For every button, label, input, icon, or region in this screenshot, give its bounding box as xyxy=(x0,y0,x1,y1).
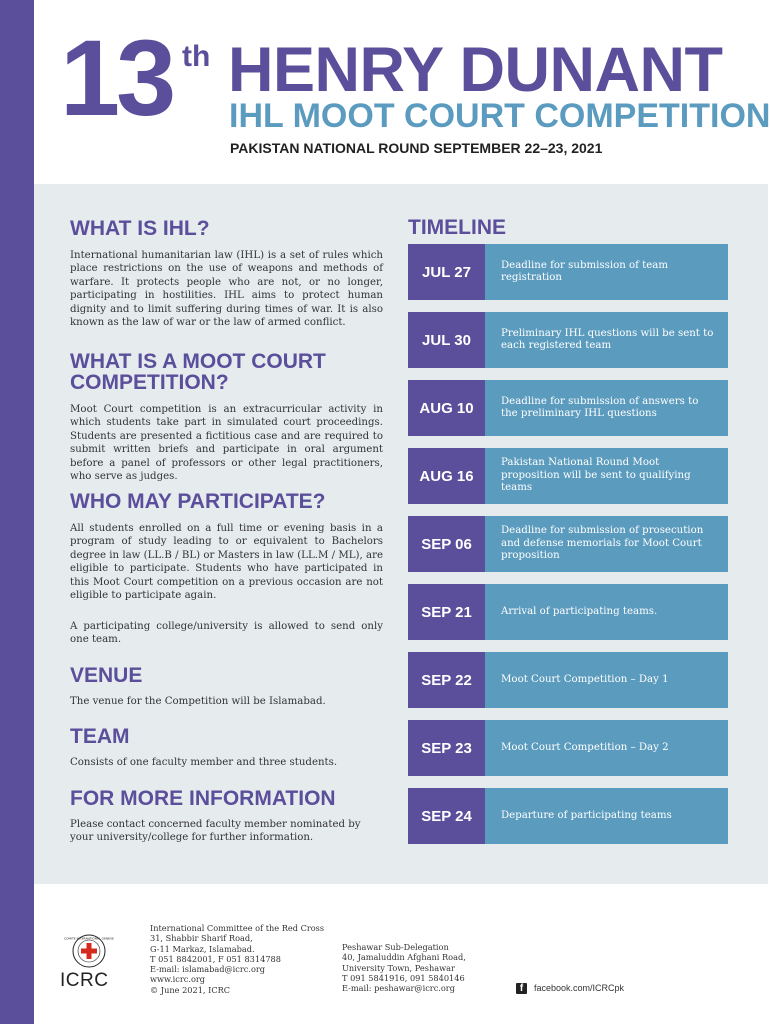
timeline-date: SEP 22 xyxy=(408,652,485,708)
timeline-item xyxy=(408,788,728,844)
section-body-ihl: International humanitarian law (IHL) is a set of rules which place restrictions on the use of weapons and methods of warfare. It protects people who are not, or no longer, participating in hostilities. IHL aims to protect human dignity and to limit suffering during times of war. It is also known as the law of war or the law of armed conflict. xyxy=(70,250,383,329)
timeline-description: Deadline for submission of prosecution and defense memorials for Moot Court proposition xyxy=(485,516,728,572)
section-heading-participate: WHO MAY PARTICIPATE? xyxy=(70,490,326,513)
section-body-info: Please contact concerned faculty member nominated by your university/college for further information. xyxy=(70,819,361,844)
section-heading-team: TEAM xyxy=(70,725,130,748)
timeline-item xyxy=(408,516,728,572)
timeline-date: JUL 30 xyxy=(408,312,485,368)
section-body-participate-note: A participating college/university is allowed to send only one team. xyxy=(70,621,383,646)
edition-number: 13 xyxy=(60,17,173,138)
section-heading-venue: VENUE xyxy=(70,664,143,687)
timeline-description: Moot Court Competition – Day 2 xyxy=(485,720,728,776)
timeline-description: Departure of participating teams xyxy=(485,788,728,844)
section-body-venue: The venue for the Competition will be Islamabad. xyxy=(70,696,326,707)
timeline-item xyxy=(408,244,728,300)
timeline-date: JUL 27 xyxy=(408,244,485,300)
timeline-description: Deadline for submission of team registration xyxy=(485,244,728,300)
section-heading-ihl: WHAT IS IHL? xyxy=(70,217,210,240)
timeline-item xyxy=(408,584,728,640)
timeline-description: Pakistan National Round Moot proposition will be sent to qualifying teams xyxy=(485,448,728,504)
icrc-logo-text: ICRC xyxy=(60,970,109,991)
section-heading-info: FOR MORE INFORMATION xyxy=(70,787,336,810)
timeline-date: SEP 21 xyxy=(408,584,485,640)
event-date-line: PAKISTAN NATIONAL ROUND SEPTEMBER 22–23, 2021 xyxy=(230,140,603,156)
peshawar-address: Peshawar Sub-Delegation 40, Jamaluddin Afghani Road, University Town, Peshawar T 091 5841916, 091 5840146 E-mail: peshawar@icrc.org xyxy=(342,942,466,994)
timeline-description: Preliminary IHL questions will be sent to each registered team xyxy=(485,312,728,368)
left-accent-bar xyxy=(0,0,34,1024)
timeline-date: SEP 06 xyxy=(408,516,485,572)
timeline-item xyxy=(408,448,728,504)
timeline-item xyxy=(408,380,728,436)
section-heading-moot-line2: COMPETITION? xyxy=(70,371,229,394)
hq-address: International Committee of the Red Cross 31, Shabbir Sharif Road, G-11 Markaz, Islamabad. T 051 8842001, F 051 8314788 E-mail: islamabad@icrc.org www.icrc.org © June 2021, ICRC xyxy=(150,923,325,995)
timeline-description: Moot Court Competition – Day 1 xyxy=(485,652,728,708)
section-heading-moot xyxy=(70,351,326,393)
timeline-date: AUG 10 xyxy=(408,380,485,436)
timeline-description: Arrival of participating teams. xyxy=(485,584,728,640)
svg-text:COMITE INTERNATIONAL GENEVE xyxy=(64,937,114,941)
emblem-text: COMITE INTERNATIONAL GENEVE xyxy=(64,936,114,941)
page-subtitle: IHL MOOT COURT COMPETITION xyxy=(229,97,770,135)
timeline-date: SEP 23 xyxy=(408,720,485,776)
section-body-moot: Moot Court competition is an extracurricular activity in which students take part in simulated court proceedings. Students are presented a fictitious case and are required to submit written briefs and participate in oral argument before a panel of professors or other legal practitioners, who serve as judges. xyxy=(70,404,383,483)
timeline-description: Deadline for submission of answers to the preliminary IHL questions xyxy=(485,380,728,436)
red-cross-emblem-icon xyxy=(64,934,114,968)
timeline-item xyxy=(408,312,728,368)
timeline-title: TIMELINE xyxy=(408,216,506,239)
timeline-date: AUG 16 xyxy=(408,448,485,504)
timeline-date: SEP 24 xyxy=(408,788,485,844)
section-heading-moot-line1: WHAT IS A MOOT COURT xyxy=(70,350,326,373)
page-title: HENRY DUNANT xyxy=(228,35,723,105)
facebook-link[interactable]: facebook.com/ICRCpk xyxy=(534,983,625,993)
section-body-participate: All students enrolled on a full time or evening basis in a program of study leading to or equivalent to Bachelors degree in law (LL.B / BL) or Masters in law (LL.M / ML), are eligible to participate. Students who have participated in this Moot Court competition on a previous occasion are not eligible to participate again. xyxy=(70,523,383,602)
section-body-team: Consists of one faculty member and three students. xyxy=(70,757,338,768)
timeline-item xyxy=(408,652,728,708)
edition-suffix: th xyxy=(182,40,211,73)
facebook-icon[interactable]: f xyxy=(516,983,527,994)
timeline-item xyxy=(408,720,728,776)
